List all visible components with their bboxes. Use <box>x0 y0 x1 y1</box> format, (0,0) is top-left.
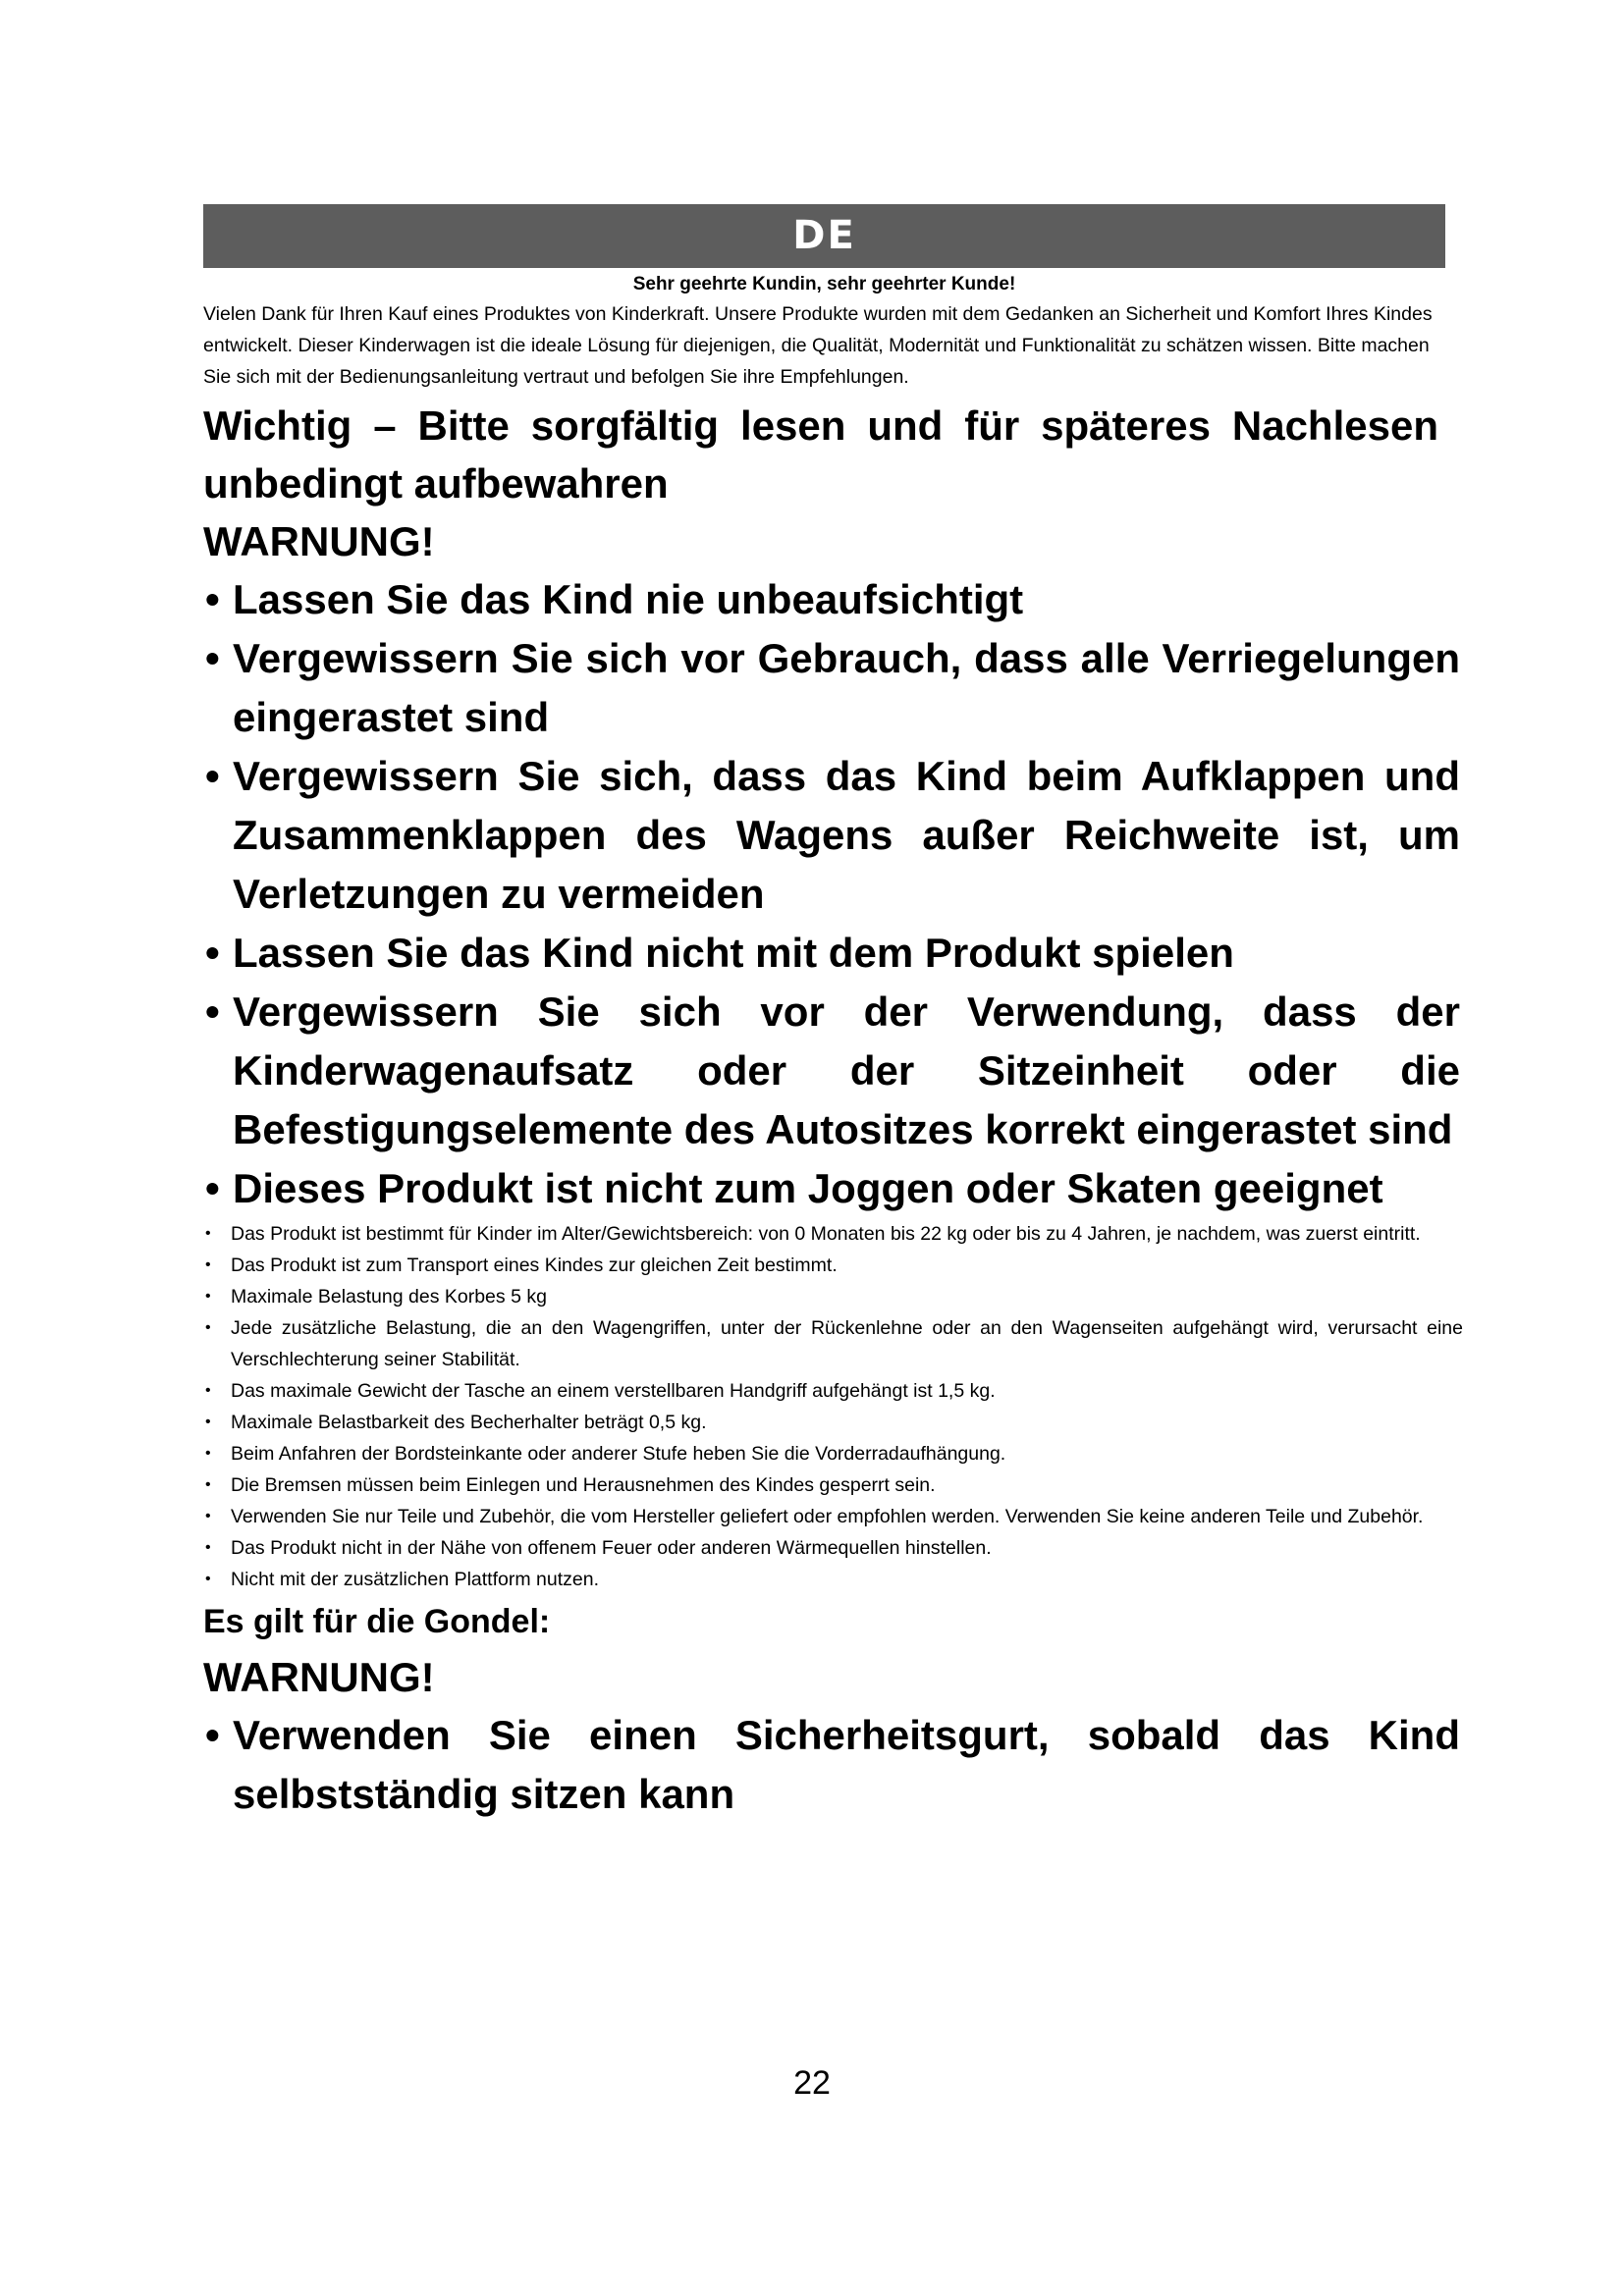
bullet-icon: • <box>205 1712 220 1758</box>
detail-item-text: Maximale Belastbarkeit des Becherhalter beträgt 0,5 kg. <box>231 1412 707 1433</box>
detail-item <box>203 1375 1463 1407</box>
warning-item-text: Vergewissern Sie sich, dass das Kind beim Aufklappen und Zusammenklappen des Wagens außer Reichweite ist, um Verletzungen zu vermeiden <box>233 753 1460 917</box>
warning-item <box>203 570 1460 629</box>
detail-item-text: Beim Anfahren der Bordsteinkante oder anderer Stufe heben Sie die Vorderradaufhängung. <box>231 1443 1006 1465</box>
warning-item-text: Dieses Produkt ist nicht zum Joggen oder Skaten geeignet <box>233 1165 1383 1211</box>
bullet-icon: • <box>205 1319 211 1336</box>
bullet-icon: • <box>205 576 220 622</box>
language-header-bar <box>203 204 1445 268</box>
detail-item <box>203 1312 1463 1375</box>
gondola-heading: Es gilt für die Gondel: <box>203 1603 551 1640</box>
warning-item <box>203 629 1460 747</box>
warning-item-text: Vergewissern Sie sich vor Gebrauch, dass alle Verriegelungen eingerastet sind <box>233 635 1460 740</box>
warning-item <box>203 1706 1460 1824</box>
detail-item <box>203 1501 1463 1532</box>
detail-item-text: Das Produkt nicht in der Nähe von offenem Feuer oder anderen Wärmequellen hinstellen. <box>231 1537 992 1559</box>
bullet-icon: • <box>205 1288 211 1305</box>
manual-page <box>203 204 1463 1824</box>
bullet-icon: • <box>205 1508 211 1524</box>
bullet-icon: • <box>205 1539 211 1556</box>
gondola-warnings-list <box>203 1706 1460 1824</box>
bullet-icon: • <box>205 1256 211 1273</box>
bullet-icon: • <box>205 930 220 976</box>
detail-item-text: Nicht mit der zusätzlichen Plattform nutzen. <box>231 1569 599 1590</box>
language-code: DE <box>792 213 856 258</box>
detail-item <box>203 1250 1463 1281</box>
warning-heading: WARNUNG! <box>203 518 435 564</box>
detail-item <box>203 1438 1463 1469</box>
detail-item-text: Das Produkt ist zum Transport eines Kindes zur gleichen Zeit bestimmt. <box>231 1255 838 1276</box>
detail-item <box>203 1469 1463 1501</box>
warning-item-text: Vergewissern Sie sich vor der Verwendung, dass der Kinderwagenaufsatz oder der Sitzeinheit oder die Befestigungselemente des Autositzes korrekt eingerastet sind <box>233 988 1460 1152</box>
bullet-icon: • <box>205 988 220 1035</box>
warning-item-text: Verwenden Sie einen Sicherheitsgurt, sobald das Kind selbstständig sitzen kann <box>233 1712 1460 1817</box>
warning-item <box>203 1159 1460 1218</box>
warning-item <box>203 924 1460 983</box>
detail-item <box>203 1407 1463 1438</box>
bullet-icon: • <box>205 753 220 799</box>
gondola-warning-heading: WARNUNG! <box>203 1654 435 1700</box>
warning-item <box>203 747 1460 924</box>
detail-item-text: Maximale Belastung des Korbes 5 kg <box>231 1286 547 1308</box>
bullet-icon: • <box>205 635 220 681</box>
bullet-icon: • <box>205 1445 211 1462</box>
bullet-icon: • <box>205 1165 220 1211</box>
detail-item <box>203 1564 1463 1595</box>
detail-item-text: Das maximale Gewicht der Tasche an einem verstellbaren Handgriff aufgehängt ist 1,5 kg. <box>231 1380 996 1402</box>
details-list <box>203 1218 1463 1595</box>
detail-item-text: Die Bremsen müssen beim Einlegen und Herausnehmen des Kindes gesperrt sein. <box>231 1474 936 1496</box>
detail-item-text: Verwenden Sie nur Teile und Zubehör, die vom Hersteller geliefert oder empfohlen werden. Verwenden Sie keine anderen Teile und Zubehör. <box>231 1506 1424 1527</box>
intro-text: Vielen Dank für Ihren Kauf eines Produktes von Kinderkraft. Unsere Produkte wurden mit dem Gedanken an Sicherheit und Komfort Ihres Kindes entwickelt. Dieser Kinderwagen ist die ideale Lösung für diejenigen, die Qualität, Modernität und Funktionalität zu schätzen wissen. Bitte machen Sie sich mit der Bedienungsanleitung vertraut und befolgen Sie ihre Empfehlungen. <box>203 303 1433 388</box>
main-warnings-list <box>203 570 1460 1218</box>
warning-item-text: Lassen Sie das Kind nie unbeaufsichtigt <box>233 576 1024 622</box>
bullet-icon: • <box>205 1414 211 1430</box>
detail-item-text: Jede zusätzliche Belastung, die an den Wagengriffen, unter der Rückenlehne oder an den Wagenseiten aufgehängt wird, verursacht eine Verschlechterung seiner Stabilität. <box>231 1317 1463 1370</box>
important-notice-heading: Wichtig – Bitte sorgfältig lesen und für späteres Nachlesen unbedingt aufbewahren <box>203 402 1438 507</box>
bullet-icon: • <box>205 1382 211 1399</box>
bullet-icon: • <box>205 1571 211 1587</box>
page-number: 22 <box>793 2064 831 2102</box>
detail-item <box>203 1281 1463 1312</box>
detail-item <box>203 1532 1463 1564</box>
warning-item <box>203 983 1460 1159</box>
detail-item <box>203 1218 1463 1250</box>
bullet-icon: • <box>205 1225 211 1242</box>
detail-item-text: Das Produkt ist bestimmt für Kinder im Alter/Gewichtsbereich: von 0 Monaten bis 22 kg oder bis zu 4 Jahren, je nachdem, was zuerst eintritt. <box>231 1223 1421 1245</box>
warning-item-text: Lassen Sie das Kind nicht mit dem Produkt spielen <box>233 930 1234 976</box>
bullet-icon: • <box>205 1476 211 1493</box>
greeting: Sehr geehrte Kundin, sehr geehrter Kunde! <box>632 274 1016 294</box>
